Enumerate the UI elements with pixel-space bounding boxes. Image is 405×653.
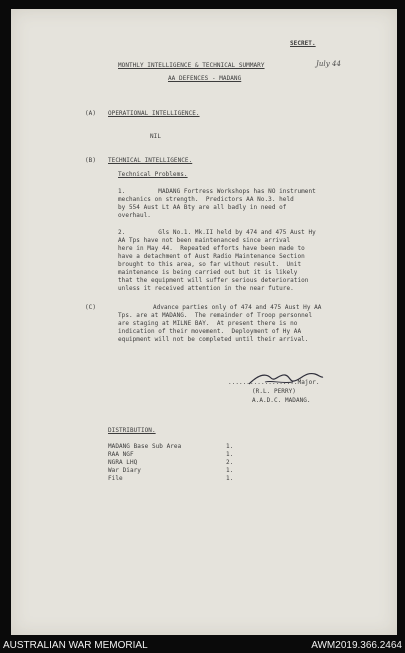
- footer-accession-number: AWM2019.366.2464: [311, 640, 402, 651]
- signatory-name: (R.L. PERRY): [252, 388, 296, 395]
- distribution-copies: 1.: [226, 467, 234, 474]
- paragraph-2-line: here in May 44. Repeated efforts have been made to: [118, 245, 305, 252]
- paragraph-3-line: Tps. are at MADANG. The remainder of Troop personnel: [118, 312, 313, 319]
- distribution-recipient: NGRA LHQ: [108, 459, 138, 466]
- signatory-appointment: A.A.D.C. MADANG.: [252, 397, 311, 404]
- paragraph-2-line: have a detachment of Aust Radio Maintenance Section: [118, 253, 305, 260]
- paragraph-2-line: AA Tps have not been maintenanced since arrival: [118, 237, 291, 244]
- section-b-heading: TECHNICAL INTELLIGENCE.: [108, 157, 193, 164]
- paragraph-3-line: are staging at MILNE BAY. At present there is no: [118, 320, 298, 327]
- classification-label: SECRET.: [290, 40, 316, 47]
- footer-institution: AUSTRALIAN WAR MEMORIAL: [3, 640, 148, 651]
- signature-rank-line: ...................Major.: [228, 379, 320, 386]
- paragraph-1-line: overhaul.: [118, 212, 151, 219]
- distribution-heading: DISTRIBUTION.: [108, 427, 156, 434]
- distribution-recipient: File: [108, 475, 123, 482]
- paragraph-2-line: maintenance is being carried out but it is likely: [118, 269, 298, 276]
- section-a-body: NIL: [150, 133, 161, 140]
- paragraph-1-line: 1. MADANG Fortress Workshops has NO instrument: [118, 188, 316, 195]
- document-title: MONTHLY INTELLIGENCE & TECHNICAL SUMMARY: [118, 62, 265, 69]
- distribution-recipient: RAA NGF: [108, 451, 134, 458]
- distribution-recipient: War Diary: [108, 467, 141, 474]
- paragraph-2-line: unless it received attention in the near future.: [118, 285, 294, 292]
- distribution-copies: 1.: [226, 451, 234, 458]
- paragraph-3-line: indication of their movement. Deployment of Hy AA: [118, 328, 302, 335]
- section-b-label: (B): [85, 157, 96, 164]
- handwritten-date: July 44: [316, 60, 341, 68]
- section-c-label: (C): [85, 304, 96, 311]
- paragraph-3-line: Advance parties only of 474 and 475 Aust Hy AA: [153, 304, 322, 311]
- document-subtitle: AA DEFENCES - MADANG: [168, 75, 242, 82]
- paragraph-1-line: mechanics on strength. Predictors AA No.3. held: [118, 196, 294, 203]
- section-a-heading: OPERATIONAL INTELLIGENCE.: [108, 110, 200, 117]
- distribution-copies: 1.: [226, 443, 234, 450]
- section-a-label: (A): [85, 110, 96, 117]
- paragraph-2-line: brought to this area, so far without result. Unit: [118, 261, 302, 268]
- paragraph-1-line: by 554 Aust Lt AA Bty are all badly in need of: [118, 204, 287, 211]
- distribution-copies: 1.: [226, 475, 234, 482]
- distribution-recipient: MADANG Base Sub Area: [108, 443, 182, 450]
- distribution-copies: 2.: [226, 459, 234, 466]
- paragraph-2-line: that the equipment will suffer serious deterioration: [118, 277, 309, 284]
- section-b-subheading: Technical Problems.: [118, 171, 188, 178]
- paragraph-3-line: equipment will not be completed until their arrival.: [118, 336, 309, 343]
- paragraph-2-line: 2. Gls No.1. Mk.II held by 474 and 475 Aust Hy: [118, 229, 316, 236]
